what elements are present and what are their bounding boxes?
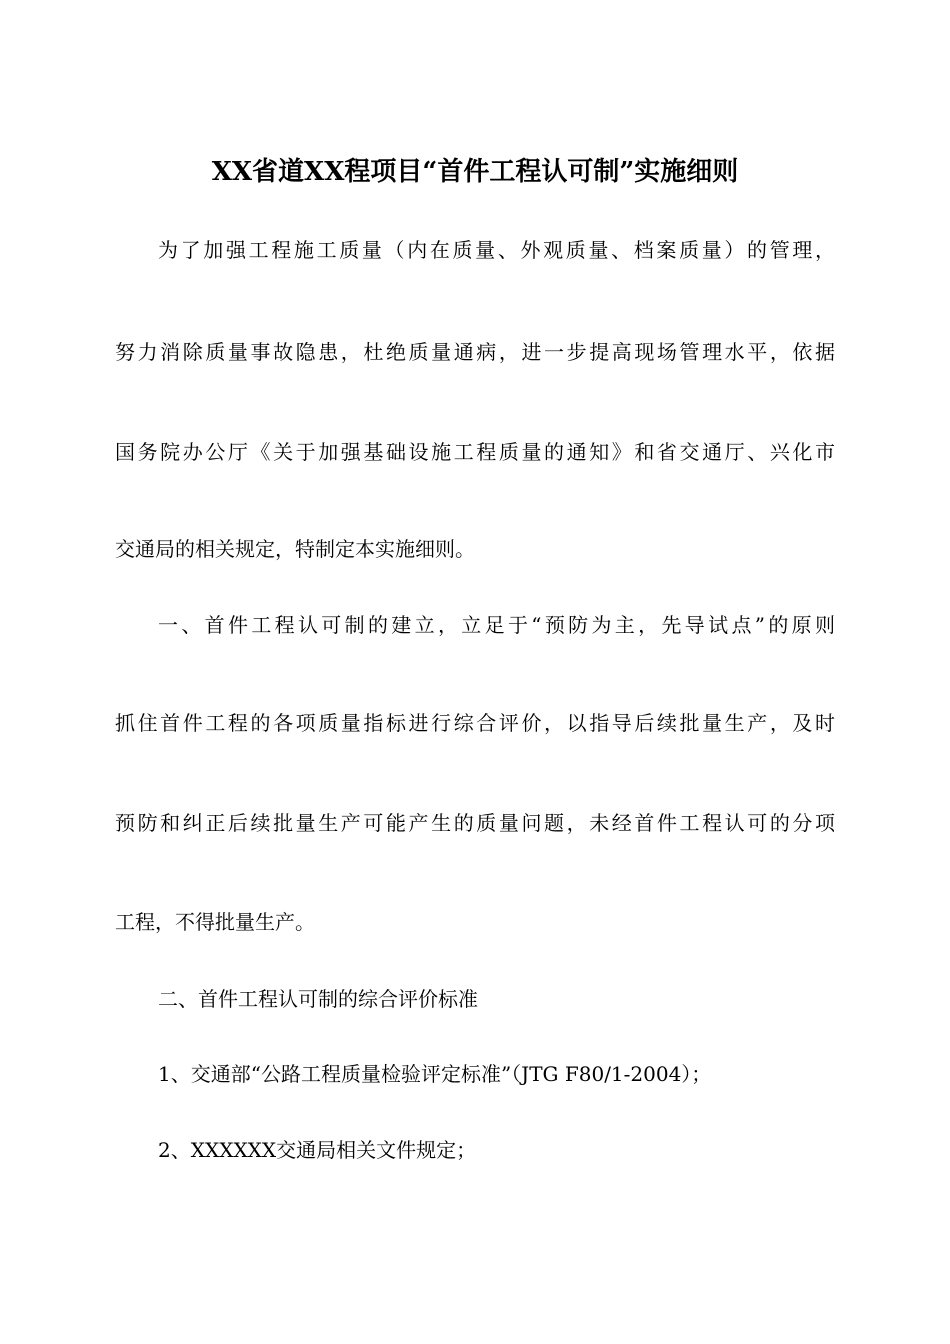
paragraph-2-line-3: 预防和纠正后续批量生产可能产生的质量问题，未经首件工程认可的分项 (115, 811, 835, 835)
paragraph-1-line-1: 为了加强工程施工质量（内在质量、外观质量、档案质量）的管理， (158, 238, 835, 262)
section-2-heading: 二、首件工程认可制的综合评价标准 (158, 987, 478, 1011)
paragraph-2-line-2: 抓住首件工程的各项质量指标进行综合评价，以指导后续批量生产，及时 (115, 711, 835, 735)
document-title: XX省道XX程项目“首件工程认可制”实施细则 (211, 157, 739, 187)
paragraph-1-line-4: 交通局的相关规定，特制定本实施细则。 (115, 537, 475, 561)
list-item-2: 2、XXXXXX交通局相关文件规定； (158, 1138, 477, 1162)
paragraph-1-line-2: 努力消除质量事故隐患，杜绝质量通病，进一步提高现场管理水平，依据 (115, 340, 835, 364)
paragraph-2-line-4: 工程，不得批量生产。 (115, 910, 315, 934)
paragraph-1-line-3: 国务院办公厅《关于加强基础设施工程质量的通知》和省交通厅、兴化市 (115, 440, 835, 464)
list-item-1: 1、交通部“公路工程质量检验评定标准”（JTG F80/1-2004）； (158, 1062, 712, 1086)
paragraph-2-line-1: 一、首件工程认可制的建立，立足于“预防为主，先导试点”的原则 (158, 613, 835, 637)
